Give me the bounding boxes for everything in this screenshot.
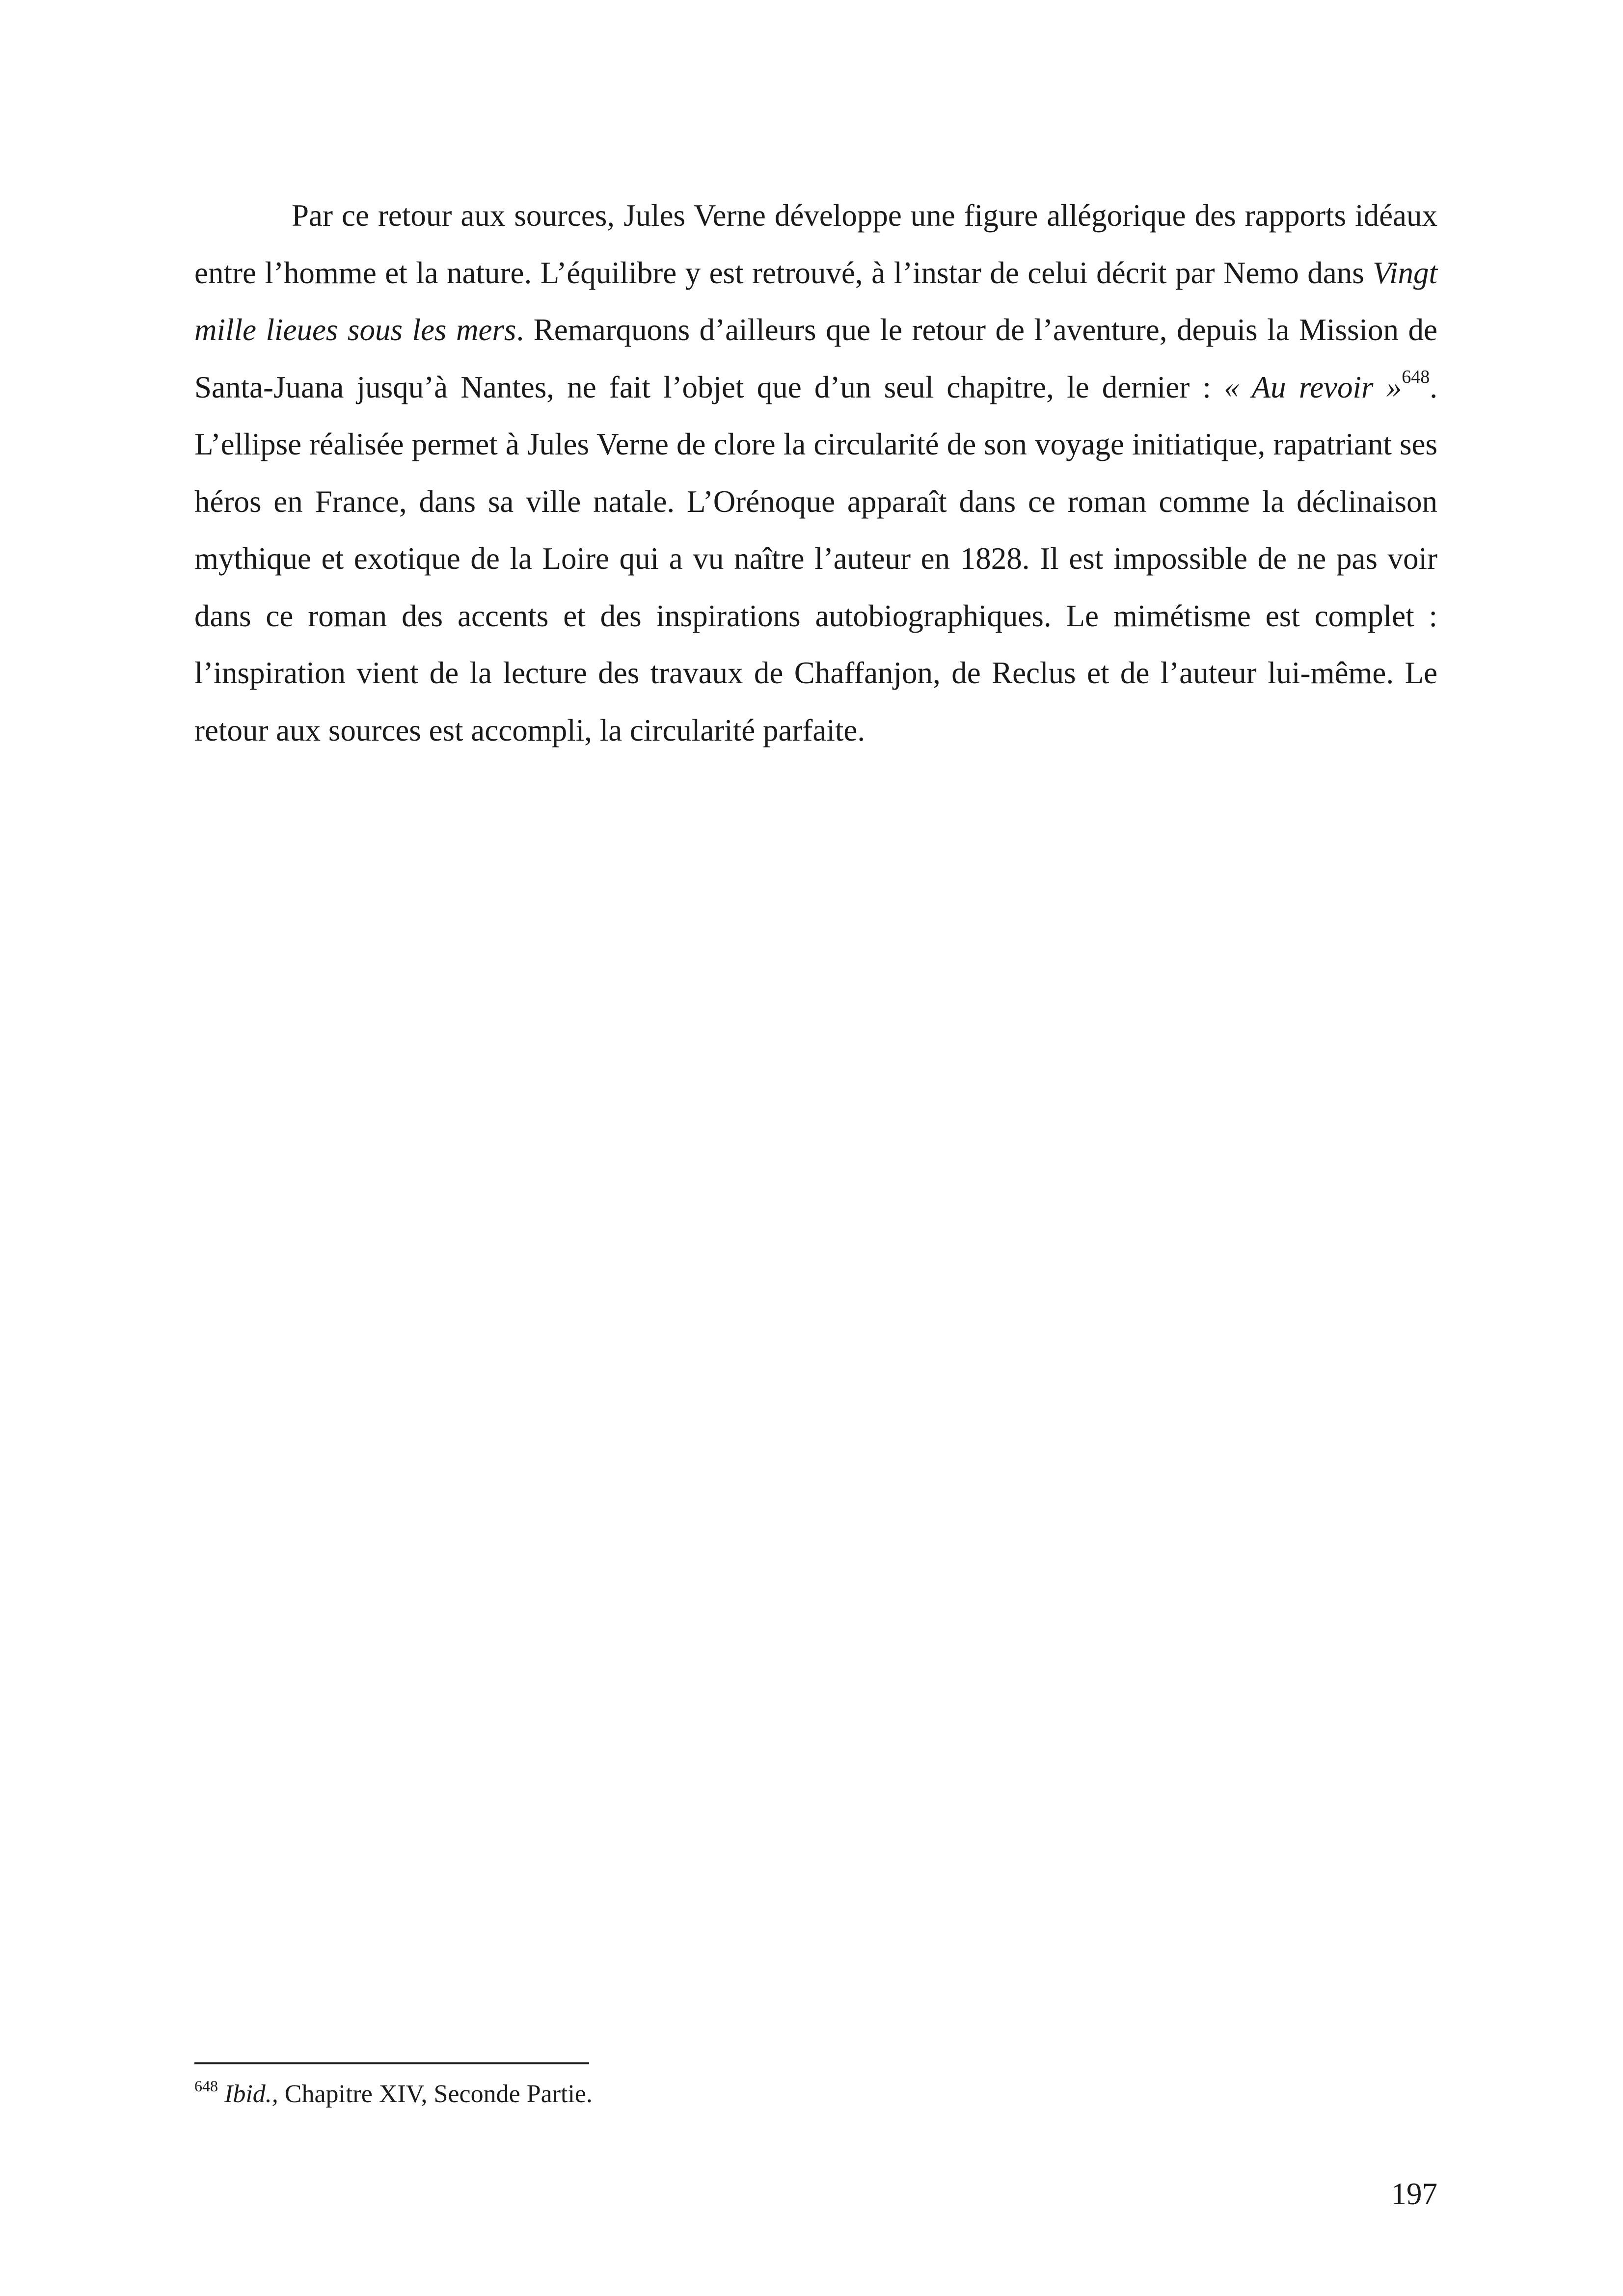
footnote bbox=[194, 2077, 1437, 2111]
paragraph-text-part-2: . Remarquons d’ailleurs que le retour de l’aventure, depuis la Mission de Santa-Juana jusqu’à Nantes, ne fait l’objet que d’un seul chapitre, le dernier : bbox=[194, 313, 1437, 404]
footnote-reference[interactable]: 648 bbox=[1402, 366, 1430, 387]
paragraph-text-part-1: Par ce retour aux sources, Jules Verne développe une figure allégorique des rapports idéaux entre l’homme et la nature. L’équilibre y est retrouvé, à l’instar de celui décrit par Nemo dans bbox=[194, 198, 1437, 290]
chapter-quote: « Au revoir » bbox=[1224, 370, 1402, 404]
footnote-separator bbox=[194, 2062, 589, 2064]
footnote-text: Chapitre XIV, Seconde Partie. bbox=[278, 2080, 593, 2108]
page-number: 197 bbox=[1391, 2177, 1437, 2211]
footnote-ibid: Ibid., bbox=[224, 2080, 278, 2108]
footnote-number: 648 bbox=[194, 2077, 218, 2095]
body-paragraph bbox=[194, 187, 1437, 759]
book-title: Vingt mille lieues sous les mers bbox=[194, 255, 1437, 347]
paragraph-text-part-3: . L’ellipse réalisée permet à Jules Verne de clore la circularité de son voyage initiatique, rapatriant ses héros en France, dans sa ville natale. L’Orénoque apparaît dans ce roman comme la déclinaison mythique et exotique de la Loire qui a vu naître l’auteur en 1828. Il est impossible de ne pas voir dans ce roman des accents et des inspirations autobiographiques. Le mimétisme est complet : l’inspiration vient de la lecture des travaux de Chaffanjon, de Reclus et de l’auteur lui-même. Le retour aux sources est accompli, la circularité parfaite. bbox=[194, 370, 1437, 748]
